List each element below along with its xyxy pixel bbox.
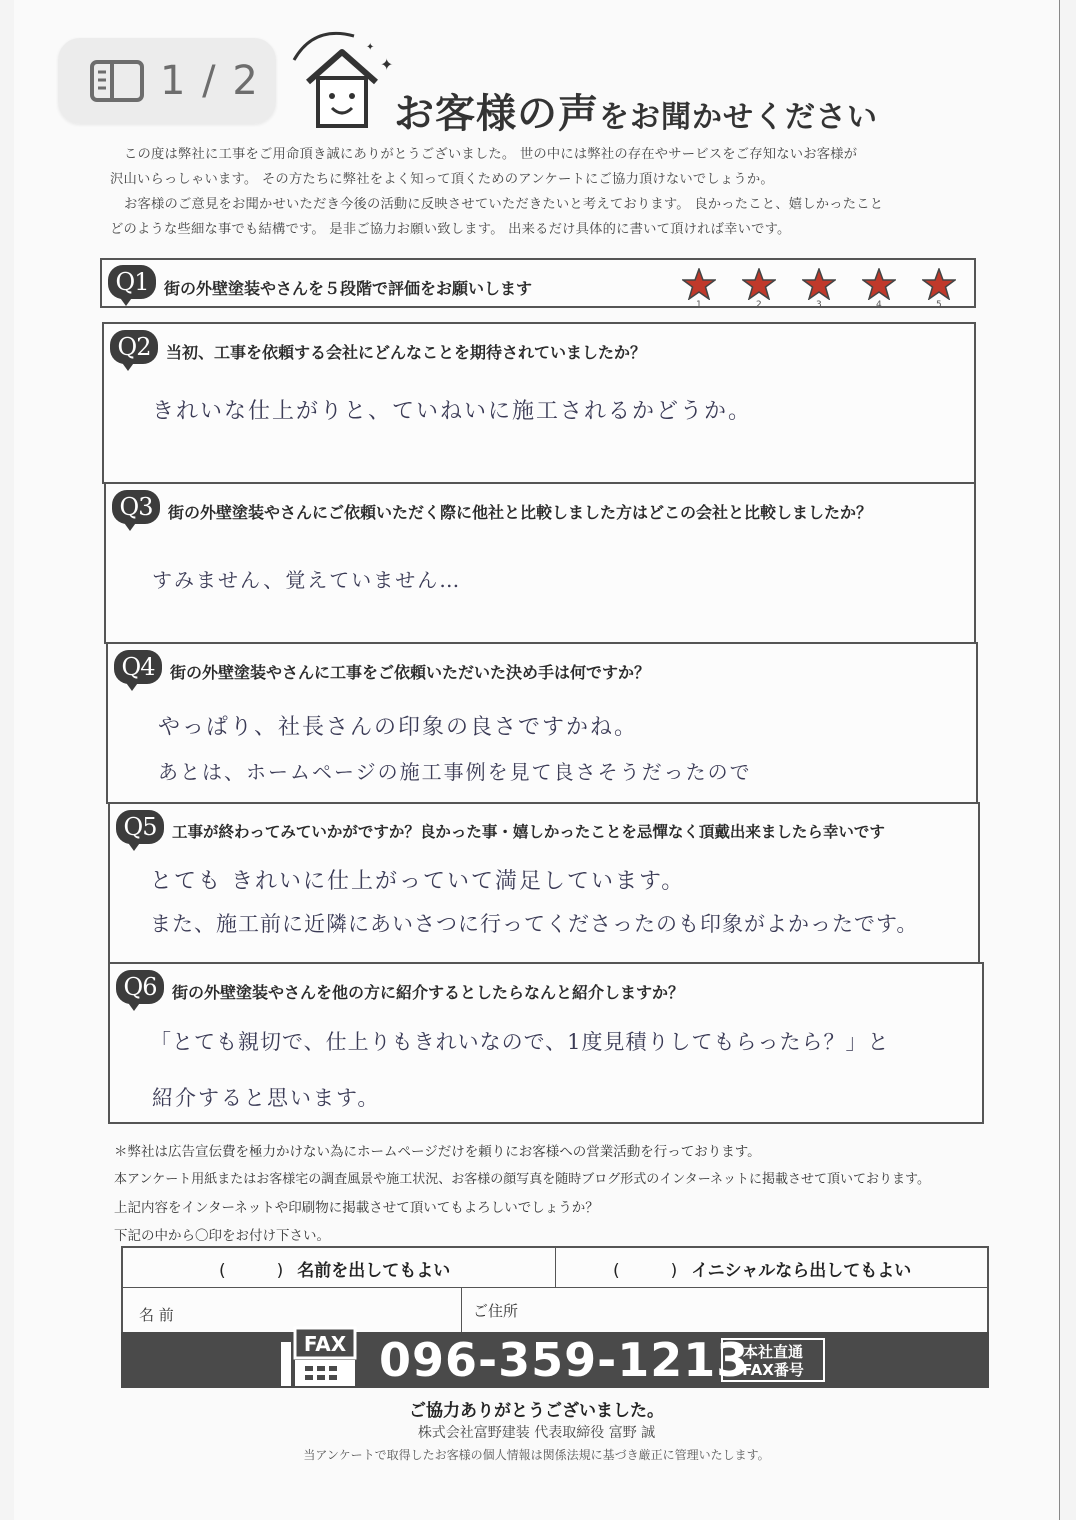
fax-icon xyxy=(281,1324,361,1388)
star-number: 1 xyxy=(696,300,702,310)
q6-answer-line-1: 「とても親切で、仕上りもきれいなので、1度見積りしてもらったら？」と xyxy=(150,1030,890,1054)
consent-option-initial[interactable]: ( ) イニシャルなら出してもよい xyxy=(613,1260,912,1281)
intro-line: どのような些細な事でも結構です。 是非ご協力お願い致します。 出来るだけ具体的に書いて頂ければ幸いです。 xyxy=(110,222,791,237)
star-number: 4 xyxy=(876,300,882,310)
q4-answer-line-1: やっぱり、社長さんの印象の良さですかね。 xyxy=(158,715,639,740)
company-signature: 株式会社富野建装 代表取締役 富野 誠 xyxy=(417,1425,656,1441)
intro-line: この度は弊社に工事をご用命頂き誠にありがとうございました。 世の中には弊社の存在やサービスをご存知ないお客様が xyxy=(124,147,858,162)
rating-star-icon[interactable] xyxy=(802,268,836,308)
q6-answer-line-2: 紹介すると思います。 xyxy=(152,1086,381,1110)
q6-badge: Q6 xyxy=(116,970,164,1010)
privacy-note: 当アンケートで取得したお客様の個人情報は関係法規に基づき厳正に管理いたします。 xyxy=(303,1448,770,1462)
star-number: 3 xyxy=(816,300,822,310)
note-line: 上記内容をインターネットや印刷物に掲載させて頂いてもよろしいでしょうか？ xyxy=(114,1200,599,1216)
intro-line: 沢山いらっしゃいます。 その方たちに弊社をよく知って頂くためのアンケートにご協力頂けないでしょうか。 xyxy=(110,172,774,187)
house-logo-icon xyxy=(284,30,394,140)
document-pages-icon xyxy=(90,60,144,102)
q3-text: 街の外壁塗装やさんにご依頼いただく際に他社と比較しました方はどこの会社と比較しましたか？ xyxy=(168,503,873,522)
page-count: 1 / 2 xyxy=(160,58,260,104)
question-5-box xyxy=(108,802,980,964)
consent-option-name[interactable]: ( ) 名前を出してもよい xyxy=(219,1260,451,1281)
svg-text:FAX: FAX xyxy=(303,1332,347,1356)
q1-badge: Q1 xyxy=(108,265,156,305)
q2-text: 当初、工事を依頼する会社にどんなことを期待されていましたか？ xyxy=(166,343,647,362)
note-line: 下記の中から〇印をお付け下さい。 xyxy=(114,1228,330,1244)
header xyxy=(204,18,904,138)
q5-text: 工事が終わってみていかがですか？良かった事・嬉しかったことを忌憚なく頂戴出来ましたら幸いです xyxy=(172,823,885,841)
thanks-text: ご協力ありがとうございました。 xyxy=(409,1401,664,1421)
intro-text xyxy=(110,142,990,242)
q2-badge: Q2 xyxy=(110,330,158,370)
q5-answer-line-2: また、施工前に近隣にあいさつに行ってくださったのも印象がよかったです。 xyxy=(150,912,919,936)
q3-badge: Q3 xyxy=(112,490,160,530)
consent-options-row xyxy=(123,1248,987,1288)
intro-line: お客様のご意見をお聞かせいただき今後の活動に反映させていただきたいと考えております。 良かったこと、嬉しかったこと xyxy=(124,197,884,212)
notes xyxy=(114,1138,930,1250)
q6-text: 街の外壁塗装やさんを他の方に紹介するとしたらなんと紹介しますか？ xyxy=(172,983,685,1002)
note-line: ＊弊社は広告宣伝費を極力かけない為にホームページだけを頼りにお客様への営業活動を行っております。 xyxy=(114,1144,761,1160)
star-number: 5 xyxy=(936,300,942,310)
title-main: お客様の声 xyxy=(394,91,599,137)
consent-table xyxy=(121,1246,989,1334)
fax-bar xyxy=(121,1332,989,1388)
q4-answer-line-2: あとは、ホームページの施工事例を見て良さそうだったので xyxy=(158,760,752,784)
question-4-box xyxy=(106,642,978,804)
note-line: 本アンケート用紙またはお客様宅の調査風景や施工状況、お客様の顔写真を随時ブログ形式のインターネットに掲載させて頂いております。 xyxy=(114,1172,931,1187)
q1-text: 街の外壁塗装やさんを５段階で評価をお願いします xyxy=(164,279,533,298)
rating-star-icon[interactable] xyxy=(922,268,956,308)
q4-text: 街の外壁塗装やさんに工事をご依頼いただいた決め手は何ですか？ xyxy=(170,663,651,682)
q4-badge: Q4 xyxy=(114,650,162,690)
rating-star-icon[interactable] xyxy=(682,268,716,308)
rating-star-icon[interactable] xyxy=(862,268,896,308)
question-3-box xyxy=(104,482,976,644)
question-2-box xyxy=(102,322,976,484)
svg-text:✦: ✦ xyxy=(380,55,394,74)
star-number: 2 xyxy=(756,300,762,310)
q5-answer-line-1: とても きれいに仕上がっていて満足しています。 xyxy=(150,869,686,894)
survey-sheet xyxy=(14,0,1060,1520)
fax-number: 096-359-1213 xyxy=(379,1333,750,1387)
fax-direct-badge: 本社直通 FAX番号 xyxy=(721,1338,825,1382)
page-indicator[interactable] xyxy=(58,38,276,124)
q5-badge: Q5 xyxy=(116,810,164,850)
rating-stars xyxy=(682,268,956,308)
question-1-box xyxy=(100,258,976,308)
svg-text:✦: ✦ xyxy=(366,42,375,53)
page-title xyxy=(394,82,878,139)
title-sub: をお聞かせください xyxy=(599,100,878,135)
q3-answer: すみません、覚えていません… xyxy=(152,568,462,592)
rating-star-icon[interactable] xyxy=(742,268,776,308)
name-label: 名 前 xyxy=(139,1306,174,1324)
address-label: ご住所 xyxy=(473,1302,519,1320)
question-6-box xyxy=(108,962,984,1124)
q2-answer: きれいな仕上がりと、ていねいに施工されるかどうか。 xyxy=(152,399,753,424)
